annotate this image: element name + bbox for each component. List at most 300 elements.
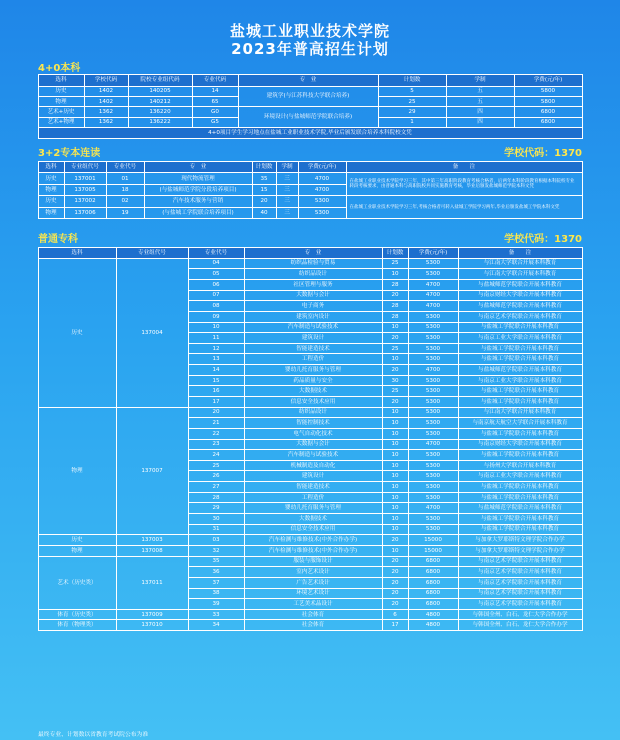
major-code-cell: 08 xyxy=(188,301,244,312)
remark-cell: 与江南大学联合开展本科教育 xyxy=(458,407,582,418)
plan-cell: 10 xyxy=(382,524,408,535)
major-code-cell: 36 xyxy=(188,567,244,578)
column-header: 选科 xyxy=(38,248,116,259)
major-code-cell: 37 xyxy=(188,577,244,588)
major-cell: 环境艺术设计 xyxy=(244,588,382,599)
major-cell: 信息安全技术应用 xyxy=(244,396,382,407)
major-code-cell: 39 xyxy=(188,599,244,610)
fee-cell: 5300 xyxy=(408,482,458,493)
remark-cell: 与盐城工学院联合开展本科教育 xyxy=(458,343,582,354)
major-code-cell: 04 xyxy=(188,258,244,269)
subject-cell: 历史 xyxy=(38,535,116,546)
fee-cell: 4700 xyxy=(408,503,458,514)
subject-cell: 历史 xyxy=(38,196,64,207)
plan-cell: 10 xyxy=(382,545,408,556)
remark-cell: 与韩国全州、白石、龙仁大学合作办学 xyxy=(458,620,582,631)
plan-cell: 25 xyxy=(382,343,408,354)
fee-cell: 5300 xyxy=(298,196,346,207)
table-row xyxy=(38,196,582,207)
major-code-cell: 15 xyxy=(188,375,244,386)
major-code-cell: 01 xyxy=(106,173,144,184)
fee-cell: 5300 xyxy=(408,492,458,503)
fee-cell: 5300 xyxy=(408,354,458,365)
subject-cell: 历史 xyxy=(38,173,64,184)
plan-cell: 10 xyxy=(382,269,408,280)
fee-cell: 5300 xyxy=(408,269,458,280)
fee-cell: 5800 xyxy=(514,86,582,96)
table-header xyxy=(38,75,582,87)
major-cell: 纺织品检验与贸易 xyxy=(244,258,382,269)
major-cell: 服装与服饰设计 xyxy=(244,556,382,567)
notes-cell: 在盐城工业职业技术学院学习三年,考核合格者可转入盐城工学院学习两年,毕业后颁发盐城工学院本科文凭 xyxy=(346,196,582,219)
subject-cell: 艺术+历史 xyxy=(38,107,84,117)
major-code-cell: 25 xyxy=(188,460,244,471)
table-row xyxy=(38,620,582,631)
plan-cell: 20 xyxy=(382,577,408,588)
fee-cell: 5300 xyxy=(408,514,458,525)
subject-cell: 艺术+物理 xyxy=(38,117,84,127)
major-code-cell: 02 xyxy=(106,196,144,207)
subject-cell: 历史 xyxy=(38,86,84,96)
remark-cell: 与盐城工学院联合开展本科教育 xyxy=(458,322,582,333)
column-header: 专 业 xyxy=(238,75,378,87)
remark-cell: 与南京工业大学联合开展本科教育 xyxy=(458,375,582,386)
major-code-cell: 20 xyxy=(188,407,244,418)
major-code-cell: 11 xyxy=(188,333,244,344)
major-code-cell: 38 xyxy=(188,588,244,599)
group-code-cell: 137006 xyxy=(64,207,106,218)
column-header: 选科 xyxy=(38,75,84,87)
column-header: 备 注 xyxy=(346,162,582,173)
major-code-cell: 05 xyxy=(188,269,244,280)
major-code-cell: 26 xyxy=(188,471,244,482)
bridge-heading: 3+2专本连读 xyxy=(38,148,101,160)
subject-cell: 物理 xyxy=(38,545,116,556)
plan-cell: 10 xyxy=(382,418,408,429)
fee-cell: 5300 xyxy=(408,418,458,429)
group-code-cell: 137010 xyxy=(116,620,188,631)
title-block xyxy=(0,0,620,58)
major-cell: 社会体育 xyxy=(244,609,382,620)
column-header: 专业组代号 xyxy=(116,248,188,259)
plan-cell: 6 xyxy=(382,609,408,620)
years-cell: 四 xyxy=(446,107,514,117)
group-code-cell: 136220 xyxy=(128,107,192,117)
plan-cell: 17 xyxy=(382,620,408,631)
column-header: 学费(元/年) xyxy=(514,75,582,87)
fee-cell: 5300 xyxy=(298,207,346,218)
major-cell: 室内艺术设计 xyxy=(244,567,382,578)
undergrad-note: 4+0项目学生学习地点在盐城工业职业技术学院,毕业后颁发联合培养本科院校文凭 xyxy=(38,128,582,139)
remark-cell: 与盐城工学院联合开展本科教育 xyxy=(458,524,582,535)
subject-cell: 物理 xyxy=(38,207,64,218)
remark-cell: 与南京艺术学院联合开展本科教育 xyxy=(458,567,582,578)
remark-cell: 与盐城工学院联合开展本科教育 xyxy=(458,354,582,365)
fee-cell: 4800 xyxy=(408,609,458,620)
remark-cell: 与盐城工学院联合开展本科教育 xyxy=(458,396,582,407)
plan-cell: 10 xyxy=(382,354,408,365)
bridge-school-code: 学校代码：1370 xyxy=(504,148,582,160)
major-code-cell: 07 xyxy=(188,290,244,301)
table-row xyxy=(38,556,582,567)
major-cell: 纺织品设计 xyxy=(244,269,382,280)
major-code-cell: G5 xyxy=(192,117,238,127)
fee-cell: 4700 xyxy=(408,365,458,376)
fee-cell: 5300 xyxy=(408,450,458,461)
major-cell: 信息安全技术应用 xyxy=(244,524,382,535)
major-cell: 建筑设计 xyxy=(244,471,382,482)
group-code-cell: 136222 xyxy=(128,117,192,127)
footer-note: 最终专业、计划数以省教育考试院公布为准 xyxy=(38,732,149,738)
major-code-cell: 14 xyxy=(188,365,244,376)
remark-cell: 与扬州大学联合开展本科教育 xyxy=(458,460,582,471)
remark-cell: 与盐城工学院联合开展本科教育 xyxy=(458,492,582,503)
subject-cell: 物理 xyxy=(38,407,116,535)
plan-cell: 20 xyxy=(382,333,408,344)
major-cell: 智能建造技术 xyxy=(244,482,382,493)
column-header: 计划数 xyxy=(378,75,446,87)
fee-cell: 6800 xyxy=(514,107,582,117)
table-row xyxy=(38,545,582,556)
plan-cell: 28 xyxy=(382,279,408,290)
remark-cell: 与盐城师范学院联合开展本科教育 xyxy=(458,301,582,312)
plan-cell: 28 xyxy=(382,311,408,322)
plan-cell: 10 xyxy=(382,428,408,439)
remark-cell: 与南京艺术学院联合开展本科教育 xyxy=(458,311,582,322)
column-header: 院校专业组代码 xyxy=(128,75,192,87)
plan-cell: 10 xyxy=(382,482,408,493)
major-code-cell: 32 xyxy=(188,545,244,556)
years-cell: 三 xyxy=(276,184,298,195)
bridge-heading-row xyxy=(0,139,620,161)
major-cell: 汽车检测与维修技术(中外合作办学) xyxy=(244,545,382,556)
group-code-cell: 137002 xyxy=(64,196,106,207)
remark-cell: 与盐城工学院联合开展本科教育 xyxy=(458,428,582,439)
plan-cell: 20 xyxy=(382,290,408,301)
fee-cell: 5800 xyxy=(514,96,582,106)
major-code-cell: 28 xyxy=(188,492,244,503)
remark-cell: 与盐城师范学院联合开展本科教育 xyxy=(458,279,582,290)
column-header: 学费(元/年) xyxy=(298,162,346,173)
major-cell: 婴幼儿托育服务与管理 xyxy=(244,365,382,376)
major-code-cell: 19 xyxy=(106,207,144,218)
subject-cell: 历史 xyxy=(38,258,116,407)
fee-cell: 5300 xyxy=(408,428,458,439)
fee-cell: 5300 xyxy=(408,333,458,344)
major-code-cell: G0 xyxy=(192,107,238,117)
fee-cell: 5300 xyxy=(408,311,458,322)
remark-cell: 与南京航天航空大学联合开展本科教育 xyxy=(458,418,582,429)
remark-cell: 与盐城工学院联合开展本科教育 xyxy=(458,514,582,525)
group-code-cell: 140205 xyxy=(128,86,192,96)
subject-cell: 体育（历史类） xyxy=(38,609,116,620)
subject-cell: 物理 xyxy=(38,96,84,106)
group-code-cell: 137001 xyxy=(64,173,106,184)
subject-cell: 艺术（历史类） xyxy=(38,556,116,609)
remark-cell: 与南京艺术学院联合开展本科教育 xyxy=(458,588,582,599)
remark-cell: 与盐城工学院联合开展本科教育 xyxy=(458,482,582,493)
major-code-cell: 30 xyxy=(188,514,244,525)
table-header xyxy=(38,248,582,259)
plan-cell: 10 xyxy=(382,407,408,418)
plan-cell: 25 xyxy=(378,96,446,106)
remark-cell: 与加拿大罗耶斯特文理学院合作办学 xyxy=(458,545,582,556)
college-heading: 普通专科 xyxy=(38,234,78,246)
fee-cell: 6800 xyxy=(408,599,458,610)
remark-cell: 与江南大学联合开展本科教育 xyxy=(458,258,582,269)
remark-cell: 与盐城工学院联合开展本科教育 xyxy=(458,450,582,461)
major-code-cell: 03 xyxy=(188,535,244,546)
plan-cell: 1 xyxy=(378,117,446,127)
group-code-cell: 137005 xyxy=(64,184,106,195)
college-heading-row xyxy=(0,219,620,247)
remark-cell: 与南京财经大学联合开展本科教育 xyxy=(458,290,582,301)
major-code-cell: 29 xyxy=(188,503,244,514)
years-cell: 五 xyxy=(446,86,514,96)
fee-cell: 4700 xyxy=(298,173,346,184)
school-code-cell: 1362 xyxy=(84,107,128,117)
plan-cell: 28 xyxy=(382,301,408,312)
major-cell: 智能控制技术 xyxy=(244,418,382,429)
major-code-cell: 14 xyxy=(192,86,238,96)
fee-cell: 6800 xyxy=(514,117,582,127)
plan-cell: 10 xyxy=(382,450,408,461)
group-code-cell: 137011 xyxy=(116,556,188,609)
plan-cell: 10 xyxy=(382,322,408,333)
major-code-cell: 27 xyxy=(188,482,244,493)
column-header: 计划数 xyxy=(252,162,276,173)
major-code-cell: 21 xyxy=(188,418,244,429)
plan-title: 2023年普高招生计划 xyxy=(231,40,389,58)
subject-cell: 体育（物理类） xyxy=(38,620,116,631)
table-row xyxy=(38,258,582,269)
remark-cell: 与南京艺术学院联合开展本科教育 xyxy=(458,599,582,610)
remark-cell: 与盐城师范学院联合开展本科教育 xyxy=(458,503,582,514)
major-cell: 社会体育 xyxy=(244,620,382,631)
major-cell: 建筑学(与江苏科技大学联合培养) xyxy=(238,86,378,107)
major-cell: 大数据与会计 xyxy=(244,290,382,301)
undergrad-heading-row xyxy=(0,58,620,74)
column-header: 专业代号 xyxy=(106,162,144,173)
plan-cell: 20 xyxy=(382,535,408,546)
column-header: 专业代码 xyxy=(192,75,238,87)
group-code-cell: 137009 xyxy=(116,609,188,620)
school-name: 盐城工业职业技术学院 xyxy=(229,22,390,40)
column-header: 计划数 xyxy=(382,248,408,259)
column-header: 选科 xyxy=(38,162,64,173)
remark-cell: 与南京艺术学院联合开展本科教育 xyxy=(458,577,582,588)
major-cell: 现代物流管理 xyxy=(144,173,252,184)
fee-cell: 6800 xyxy=(408,567,458,578)
column-header: 专业组代号 xyxy=(64,162,106,173)
plan-cell: 25 xyxy=(382,386,408,397)
major-cell: 汽车检测与维修技术(中外合作办学) xyxy=(244,535,382,546)
fee-cell: 5300 xyxy=(408,258,458,269)
school-code-cell: 1402 xyxy=(84,96,128,106)
fee-cell: 4800 xyxy=(408,620,458,631)
table-row xyxy=(38,407,582,418)
plan-cell: 20 xyxy=(382,365,408,376)
major-cell: 汽车制造与试验技术 xyxy=(244,450,382,461)
years-cell: 三 xyxy=(276,173,298,184)
fee-cell: 5300 xyxy=(408,524,458,535)
major-cell: 汽车技术服务与营销 xyxy=(144,196,252,207)
major-cell: 工程造价 xyxy=(244,492,382,503)
fee-cell: 5300 xyxy=(408,343,458,354)
plan-cell: 40 xyxy=(252,207,276,218)
remark-cell: 与加拿大罗耶斯特文理学院合作办学 xyxy=(458,535,582,546)
plan-cell: 10 xyxy=(382,492,408,503)
remark-cell: 与南京艺术学院联合开展本科教育 xyxy=(458,556,582,567)
school-code-cell: 1362 xyxy=(84,117,128,127)
fee-cell: 5300 xyxy=(408,386,458,397)
fee-cell: 4700 xyxy=(408,290,458,301)
plan-cell: 20 xyxy=(382,556,408,567)
fee-cell: 4700 xyxy=(408,439,458,450)
table-header xyxy=(38,162,582,173)
fee-cell: 6800 xyxy=(408,588,458,599)
column-header: 专业代号 xyxy=(188,248,244,259)
fee-cell: 5300 xyxy=(408,471,458,482)
major-cell: 汽车制造与试验技术 xyxy=(244,322,382,333)
major-cell: 广告艺术设计 xyxy=(244,577,382,588)
fee-cell: 5300 xyxy=(408,460,458,471)
major-cell: 大数据技术 xyxy=(244,514,382,525)
fee-cell: 5300 xyxy=(408,375,458,386)
plan-cell: 25 xyxy=(382,258,408,269)
major-cell: 大数据与会计 xyxy=(244,439,382,450)
major-cell: 药品质量与安全 xyxy=(244,375,382,386)
major-code-cell: 06 xyxy=(188,279,244,290)
plan-cell: 20 xyxy=(382,588,408,599)
fee-cell: 6800 xyxy=(408,556,458,567)
remark-cell: 与盐城工学院联合开展本科教育 xyxy=(458,386,582,397)
notes-cell: 在盐城工业职业技术学院学习三年，其中第三年高职阶段教育考核合格者，后两年本科阶段教育根据本科院校专业转段考核要求，由普通本科与高职院校共同实施教育考核，毕业后颁发盐城师范学院本科文凭 xyxy=(346,173,582,196)
note-row xyxy=(38,128,582,139)
major-cell: 智能建造技术 xyxy=(244,343,382,354)
major-cell: 电子商务 xyxy=(244,301,382,312)
school-code-cell: 1402 xyxy=(84,86,128,96)
years-cell: 四 xyxy=(446,117,514,127)
remark-cell: 与盐城师范学院联合开展本科教育 xyxy=(458,365,582,376)
major-code-cell: 65 xyxy=(192,96,238,106)
major-code-cell: 16 xyxy=(188,386,244,397)
remark-cell: 与南京工业大学联合开展本科教育 xyxy=(458,471,582,482)
major-code-cell: 09 xyxy=(188,311,244,322)
major-cell: 建筑室内设计 xyxy=(244,311,382,322)
subject-cell: 物理 xyxy=(38,184,64,195)
column-header: 学校代码 xyxy=(84,75,128,87)
remark-cell: 与江南大学联合开展本科教育 xyxy=(458,269,582,280)
major-cell: 建筑设计 xyxy=(244,333,382,344)
major-cell: 工程造价 xyxy=(244,354,382,365)
major-code-cell: 10 xyxy=(188,322,244,333)
major-code-cell: 17 xyxy=(188,396,244,407)
plan-cell: 10 xyxy=(382,439,408,450)
plan-cell: 20 xyxy=(382,599,408,610)
group-code-cell: 140212 xyxy=(128,96,192,106)
years-cell: 三 xyxy=(276,196,298,207)
table-row xyxy=(38,535,582,546)
years-cell: 五 xyxy=(446,96,514,106)
major-code-cell: 18 xyxy=(106,184,144,195)
major-cell: 大数据技术 xyxy=(244,386,382,397)
years-cell: 三 xyxy=(276,207,298,218)
fee-cell: 5300 xyxy=(408,322,458,333)
major-cell: 纺织品设计 xyxy=(244,407,382,418)
plan-cell: 10 xyxy=(382,460,408,471)
major-code-cell: 31 xyxy=(188,524,244,535)
column-header: 备 注 xyxy=(458,248,582,259)
column-header: 学费(元/年) xyxy=(408,248,458,259)
major-code-cell: 34 xyxy=(188,620,244,631)
group-code-cell: 137003 xyxy=(116,535,188,546)
column-header: 学制 xyxy=(446,75,514,87)
major-cell: (与盐城工学院联合培养项目) xyxy=(144,207,252,218)
table-row xyxy=(38,86,582,96)
plan-cell: 10 xyxy=(382,503,408,514)
group-code-cell: 137004 xyxy=(116,258,188,407)
group-code-cell: 137008 xyxy=(116,545,188,556)
fee-cell: 15000 xyxy=(408,535,458,546)
major-code-cell: 22 xyxy=(188,428,244,439)
fee-cell: 4700 xyxy=(298,184,346,195)
plan-cell: 29 xyxy=(378,107,446,117)
college-school-code: 学校代码：1370 xyxy=(504,234,582,246)
column-header: 学制 xyxy=(276,162,298,173)
column-header: 专 业 xyxy=(144,162,252,173)
fee-cell: 5300 xyxy=(408,396,458,407)
table-row xyxy=(38,107,582,117)
fee-cell: 15000 xyxy=(408,545,458,556)
fee-cell: 5300 xyxy=(408,407,458,418)
major-cell: 婴幼儿托育服务与管理 xyxy=(244,503,382,514)
plan-cell: 10 xyxy=(382,514,408,525)
undergrad-table xyxy=(38,74,583,139)
major-cell: 社区管理与服务 xyxy=(244,279,382,290)
major-code-cell: 13 xyxy=(188,354,244,365)
plan-cell: 5 xyxy=(378,86,446,96)
plan-cell: 10 xyxy=(382,471,408,482)
table-row xyxy=(38,609,582,620)
plan-cell: 35 xyxy=(252,173,276,184)
major-code-cell: 35 xyxy=(188,556,244,567)
college-table xyxy=(38,247,583,631)
plan-cell: 20 xyxy=(382,396,408,407)
major-cell: (与盐城师范学院分段培养项目) xyxy=(144,184,252,195)
fee-cell: 4700 xyxy=(408,301,458,312)
group-code-cell: 137007 xyxy=(116,407,188,535)
remark-cell: 与南京财经大学联合开展本科教育 xyxy=(458,439,582,450)
undergrad-heading: 4+0本科 xyxy=(38,63,81,74)
plan-cell: 15 xyxy=(252,184,276,195)
major-cell: 环境设计(与盐城师范学院联合培养) xyxy=(238,107,378,128)
fee-cell: 4700 xyxy=(408,279,458,290)
major-code-cell: 23 xyxy=(188,439,244,450)
remark-cell: 与南京工业大学联合开展本科教育 xyxy=(458,333,582,344)
major-cell: 工艺美术品设计 xyxy=(244,599,382,610)
bridge-table xyxy=(38,161,583,219)
major-code-cell: 24 xyxy=(188,450,244,461)
remark-cell: 与韩国全州、白石、龙仁大学合作办学 xyxy=(458,609,582,620)
fee-cell: 6800 xyxy=(408,577,458,588)
major-code-cell: 12 xyxy=(188,343,244,354)
major-cell: 机械制造及自动化 xyxy=(244,460,382,471)
column-header: 专 业 xyxy=(244,248,382,259)
plan-cell: 20 xyxy=(252,196,276,207)
plan-cell: 20 xyxy=(382,567,408,578)
major-cell: 电气自动化技术 xyxy=(244,428,382,439)
